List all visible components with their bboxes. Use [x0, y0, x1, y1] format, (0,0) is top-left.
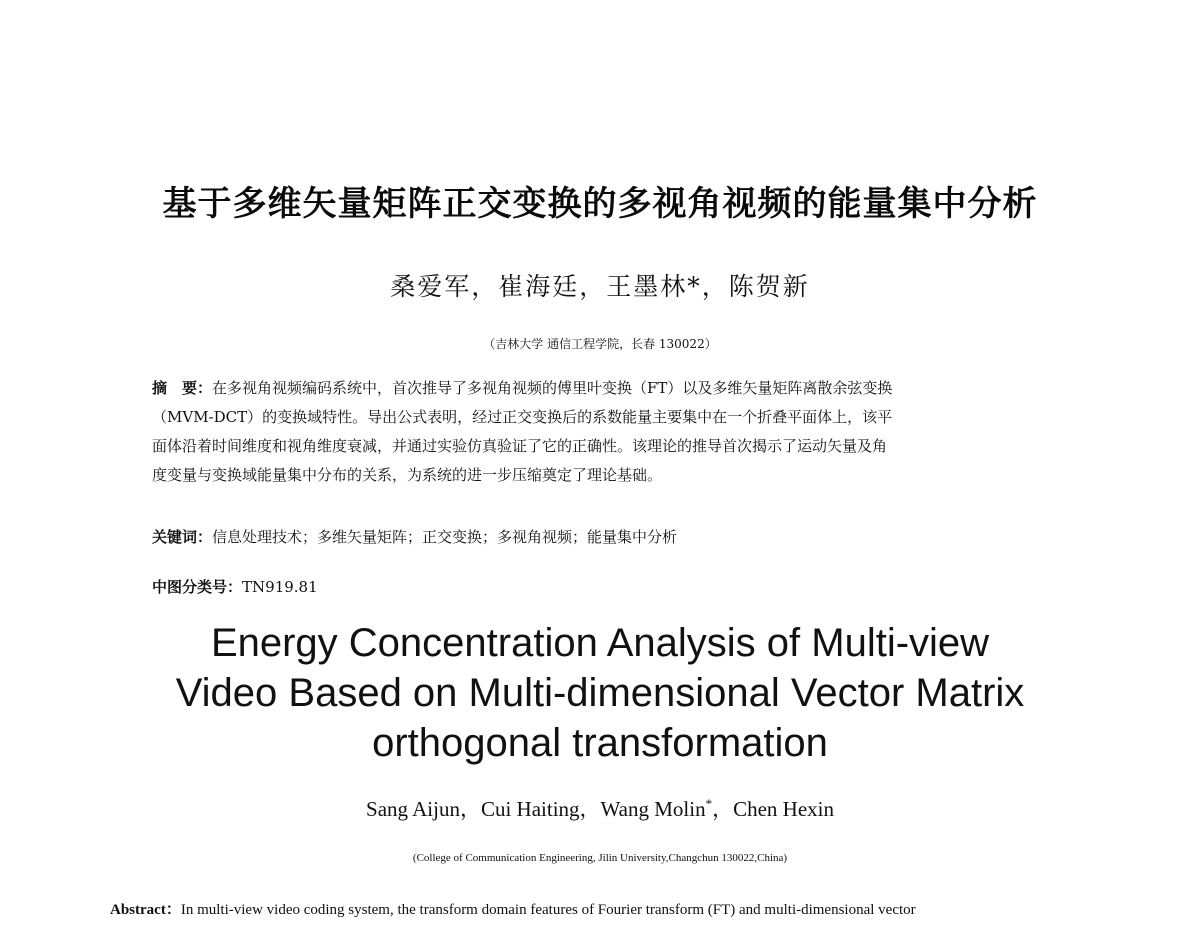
chinese-keywords-text: 信息处理技术；多维矢量矩阵；正交变换；多视角视频；能量集中分析 — [212, 528, 678, 546]
chinese-title: 基于多维矢量矩阵正交变换的多视角视频的能量集中分析 — [162, 184, 1038, 224]
chinese-abstract-line: 摘 要：在多视角视频编码系统中，首次推导了多视角视频的傅里叶变换（FT）以及多维矢量矩阵离散余弦变换 — [152, 379, 893, 397]
chinese-abstract — [152, 374, 1052, 490]
english-title-line: Video Based on Multi-dimensional Vector Matrix — [175, 671, 1025, 715]
english-title — [40, 618, 1160, 768]
english-affiliation: (College of Communication Engineering, Jilin University,Changchun 130022,China) — [412, 852, 788, 864]
english-abstract-label: Abstract： — [110, 902, 181, 918]
english-title-line: orthogonal transformation — [372, 721, 828, 765]
chinese-classification-label: 中图分类号： — [152, 578, 243, 596]
chinese-classification — [152, 576, 1052, 597]
english-authors: Sang Aijun，Cui Haiting，Wang Molin*，Chen Hexin — [366, 796, 834, 821]
english-abstract-text: In multi-view video coding system, the transform domain features of Fourier transform (FT) and multi-dimensional vector — [180, 902, 916, 918]
chinese-abstract-line: （MVM-DCT）的变换域特性。导出公式表明，经过正交变换后的系数能量主要集中在一个折叠平面体上，该平 — [152, 408, 893, 426]
english-abstract — [110, 898, 1110, 919]
chinese-abstract-line: 度变量与变换域能量集中分布的关系，为系统的进一步压缩奠定了理论基础。 — [152, 466, 663, 484]
corresponding-author-mark: * — [705, 796, 713, 811]
chinese-authors: 桑爱军，崔海廷，王墨林*，陈贺新 — [390, 272, 810, 301]
chinese-abstract-label: 摘 要： — [152, 379, 213, 397]
chinese-abstract-line: 面体沿着时间维度和视角维度衰减，并通过实验仿真验证了它的正确性。该理论的推导首次揭示了运动矢量及角 — [152, 437, 888, 455]
chinese-keywords-label: 关键词： — [152, 528, 213, 546]
chinese-classification-number: TN919.81 — [242, 578, 318, 596]
english-title-line: Energy Concentration Analysis of Multi-view — [210, 621, 990, 665]
chinese-keywords — [152, 526, 1052, 547]
chinese-affiliation: （吉林大学 通信工程学院，长春 130022） — [483, 337, 717, 351]
